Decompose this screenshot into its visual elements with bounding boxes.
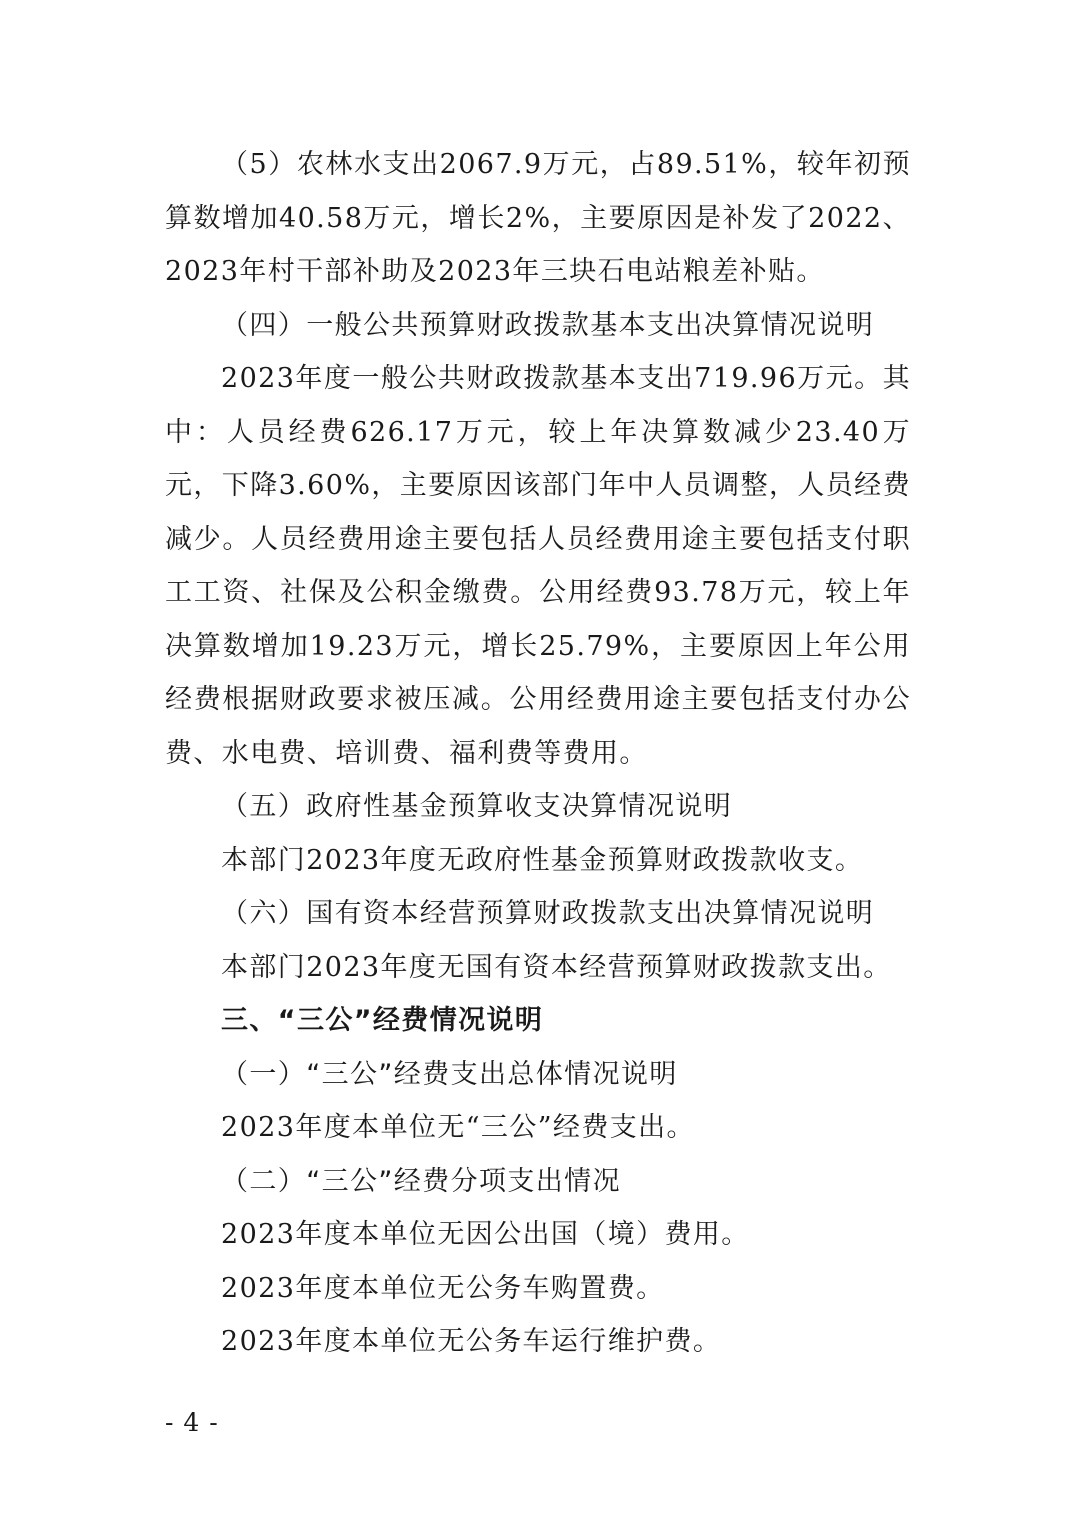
section-heading-three-public: 三、“三公”经费情况说明 (221, 1005, 544, 1036)
paragraph-vehicle-maintenance: 2023年度本单位无公务车运行维护费。 (221, 1326, 722, 1357)
paragraph-overseas-travel: 2023年度本单位无因公出国（境）费用。 (221, 1219, 750, 1250)
section-heading-state-capital: （六）国有资本经营预算财政拨款支出决算情况说明 (221, 898, 875, 929)
document-body (165, 138, 911, 1369)
section-heading-government-fund: （五）政府性基金预算收支决算情况说明 (221, 791, 733, 822)
page-number: - 4 - (165, 1408, 219, 1437)
paragraph-state-capital: 本部门2023年度无国有资本经营预算财政拨款支出。 (221, 951, 892, 983)
subsection-heading-three-public-overall: （一）“三公”经费支出总体情况说明 (221, 1058, 678, 1090)
paragraph-vehicle-purchase: 2023年度本单位无公务车购置费。 (221, 1272, 665, 1304)
paragraph-three-public-overall: 2023年度本单位无“三公”经费支出。 (221, 1112, 695, 1143)
section-heading-basic-expenditure: （四）一般公共预算财政拨款基本支出决算情况说明 (221, 309, 875, 341)
paragraph-basic-expenditure: 2023年度一般公共财政拨款基本支出719.96万元。其中：人员经费626.17万元，较上年决算数减少23.40万元，下降3.60%，主要原因该部门年中人员调整，人员经费减少。人员经费用途主要包括人员经费用途主要包括支付职工工资、社保及公积金缴费。公用经费93.78万元，较上年决算数增加19.23万元，增长25.79%，主要原因上年公用经费根据财政要求被压减。公用经费用途主要包括支付办公费、水电费、培训费、福利费等费用。 (165, 363, 911, 769)
subsection-heading-three-public-items: （二）“三公”经费分项支出情况 (221, 1165, 621, 1197)
paragraph-government-fund: 本部门2023年度无政府性基金预算财政拨款收支。 (221, 844, 864, 876)
paragraph-agriculture-expenditure: （5）农林水支出2067.9万元，占89.51%，较年初预算数增加40.58万元，增长2%，主要原因是补发了2022、2023年村干部补助及2023年三块石电站粮差补贴。 (165, 149, 911, 287)
